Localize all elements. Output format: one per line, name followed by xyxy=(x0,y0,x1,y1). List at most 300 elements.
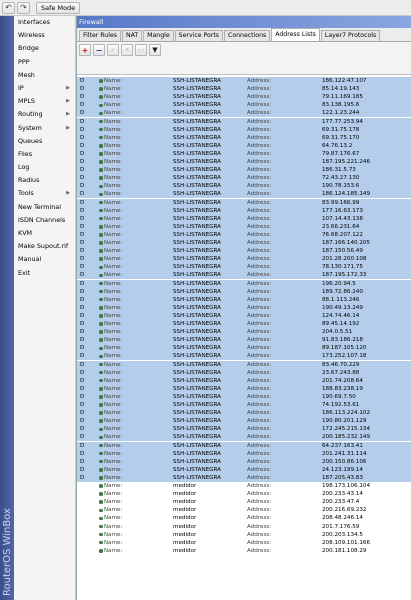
safe-mode-button[interactable]: Safe Mode xyxy=(36,2,80,14)
menu-item-label: Routing xyxy=(18,110,43,119)
address-value: 83.138.195.6 xyxy=(322,102,360,109)
menu-item-label: New Terminal xyxy=(18,202,61,211)
tab-service-ports[interactable]: Service Ports xyxy=(175,30,223,41)
address-label: Address: xyxy=(247,223,272,230)
list-row[interactable] xyxy=(77,239,411,247)
address-label: Address: xyxy=(247,280,272,287)
name-label: Name: xyxy=(104,466,123,473)
address-label: Address: xyxy=(247,418,272,425)
list-row[interactable] xyxy=(77,312,411,320)
list-row[interactable] xyxy=(77,101,411,109)
menu-item-wireless[interactable] xyxy=(14,29,75,42)
entry-icon xyxy=(99,104,103,108)
list-row[interactable] xyxy=(77,450,411,458)
address-value: 64.237.163.41 xyxy=(322,442,363,449)
name-label: Name: xyxy=(104,337,123,344)
list-row[interactable] xyxy=(77,539,411,547)
list-row[interactable] xyxy=(77,385,411,393)
list-row[interactable] xyxy=(77,85,411,93)
name-value: SSH-LISTANEGRA xyxy=(173,393,221,400)
menu-item-manual[interactable] xyxy=(14,253,75,266)
name-value: SSH-LISTANEGRA xyxy=(173,215,221,222)
entry-icon xyxy=(99,444,103,448)
entry-icon xyxy=(99,152,103,156)
name-value: SSH-LISTANEGRA xyxy=(173,280,221,287)
dynamic-flag: D xyxy=(80,215,85,222)
name-value: SSH-LISTANEGRA xyxy=(173,466,221,473)
name-label: Name: xyxy=(104,458,123,465)
menu-item-new-terminal[interactable] xyxy=(14,201,75,214)
address-value: 190.78.153.6 xyxy=(322,183,360,190)
menu-item-label: Tools xyxy=(18,189,34,198)
name-label: Name: xyxy=(104,142,123,149)
name-label: Name: xyxy=(104,150,123,157)
name-value: SSH-LISTANEGRA xyxy=(173,231,221,238)
name-label: Name: xyxy=(104,321,123,327)
menu-item-queues[interactable] xyxy=(14,135,75,148)
name-label: Name: xyxy=(104,78,123,84)
name-value: SSH-LISTANEGRA xyxy=(173,78,221,84)
entry-icon xyxy=(99,371,103,375)
name-label: Name: xyxy=(104,215,123,222)
address-value: 186.113.224.102 xyxy=(322,410,371,417)
list-row[interactable] xyxy=(77,506,411,514)
list-row[interactable] xyxy=(77,126,411,134)
name-value: SSH-LISTANEGRA xyxy=(173,385,221,392)
entry-icon xyxy=(99,460,103,464)
list-row[interactable] xyxy=(77,288,411,296)
entry-icon xyxy=(99,185,103,189)
dynamic-flag: D xyxy=(80,312,85,319)
name-value: SSH-LISTANEGRA xyxy=(173,337,221,344)
name-value: SSH-LISTANEGRA xyxy=(173,199,221,206)
name-label: Name: xyxy=(104,272,123,279)
address-label: Address: xyxy=(247,483,272,489)
list-row[interactable] xyxy=(77,142,411,150)
submenu-arrow-icon: ▶ xyxy=(66,98,70,105)
entry-icon xyxy=(99,160,103,164)
dynamic-flag: D xyxy=(80,86,85,93)
name-value: SSH-LISTANEGRA xyxy=(173,102,221,109)
entry-icon xyxy=(99,266,103,270)
list-row[interactable] xyxy=(77,401,411,409)
add-icon[interactable]: + xyxy=(79,44,91,56)
name-label: Name: xyxy=(104,264,123,271)
entry-icon xyxy=(99,128,103,132)
address-value: 200.216.69.232 xyxy=(322,507,367,514)
menu-item-mpls[interactable] xyxy=(14,95,75,108)
name-label: Name: xyxy=(104,280,123,287)
list-row[interactable] xyxy=(77,361,411,369)
address-label: Address: xyxy=(247,369,272,376)
name-label: Name: xyxy=(104,118,123,125)
address-value: 23.67.243.88 xyxy=(322,369,360,376)
name-value: SSH-LISTANEGRA xyxy=(173,142,221,149)
name-value: medidor xyxy=(173,523,197,530)
dynamic-flag: D xyxy=(80,474,85,481)
entry-icon xyxy=(99,87,103,91)
list-row[interactable] xyxy=(77,393,411,401)
dynamic-flag: D xyxy=(80,410,85,417)
address-label: Address: xyxy=(247,377,272,384)
name-label: Name: xyxy=(104,102,123,109)
name-value: medidor xyxy=(173,483,197,489)
address-value: 74.192.53.61 xyxy=(322,402,360,408)
entry-icon xyxy=(99,347,103,351)
name-value: SSH-LISTANEGRA xyxy=(173,353,221,360)
list-row[interactable] xyxy=(77,280,411,288)
list-row[interactable] xyxy=(77,474,411,482)
tab-filter-rules[interactable]: Filter Rules xyxy=(79,30,121,41)
name-value: SSH-LISTANEGRA xyxy=(173,361,221,368)
list-row[interactable] xyxy=(77,547,411,555)
address-label: Address: xyxy=(247,329,272,336)
menu-item-tools[interactable] xyxy=(14,187,75,200)
address-label: Address: xyxy=(247,191,272,198)
list-row[interactable] xyxy=(77,158,411,166)
address-label: Address: xyxy=(247,199,272,206)
dynamic-flag: D xyxy=(80,94,85,101)
tab-mangle[interactable]: Mangle xyxy=(143,30,174,41)
name-value: medidor xyxy=(173,547,197,554)
name-value: SSH-LISTANEGRA xyxy=(173,312,221,319)
menu-item-label: Exit xyxy=(18,268,31,277)
address-value: 200.233.47.4 xyxy=(322,499,360,506)
name-value: SSH-LISTANEGRA xyxy=(173,369,221,376)
dynamic-flag: D xyxy=(80,329,85,336)
entry-icon xyxy=(99,193,103,197)
name-label: Name: xyxy=(104,507,123,514)
name-label: Name: xyxy=(104,191,123,198)
list-row[interactable] xyxy=(77,482,411,490)
menu-item-label: ISDN Channels xyxy=(18,215,66,224)
address-label: Address: xyxy=(247,361,272,368)
list-row[interactable] xyxy=(77,514,411,522)
list-row[interactable] xyxy=(77,417,411,425)
name-value: SSH-LISTANEGRA xyxy=(173,345,221,352)
window-title: Firewall xyxy=(77,16,411,28)
entry-icon xyxy=(99,395,103,399)
list-row[interactable] xyxy=(77,263,411,271)
address-label: Address: xyxy=(247,499,272,506)
list-row[interactable] xyxy=(77,498,411,506)
list-row[interactable] xyxy=(77,150,411,158)
dynamic-flag: D xyxy=(80,231,85,238)
list-row[interactable] xyxy=(77,182,411,190)
dynamic-flag: D xyxy=(80,159,85,165)
address-value: 177.77.253.94 xyxy=(322,118,363,125)
dynamic-flag: D xyxy=(80,150,85,157)
dynamic-flag: D xyxy=(80,280,85,287)
entry-icon xyxy=(99,484,103,488)
dynamic-flag: D xyxy=(80,385,85,392)
menu-item-mesh[interactable] xyxy=(14,69,75,82)
menu-item-make-supout-rif[interactable] xyxy=(14,240,75,253)
entry-icon xyxy=(99,298,103,302)
list-row[interactable] xyxy=(77,352,411,360)
dynamic-flag: D xyxy=(80,450,85,457)
list-row[interactable] xyxy=(77,134,411,142)
address-value: 200.150.86.106 xyxy=(322,458,367,465)
address-value: 186.124.185.149 xyxy=(322,191,371,198)
list-row[interactable] xyxy=(77,77,411,85)
entry-icon xyxy=(99,225,103,229)
list-row[interactable] xyxy=(77,174,411,182)
name-value: SSH-LISTANEGRA xyxy=(173,167,221,174)
dynamic-flag: D xyxy=(80,142,85,149)
dynamic-flag: D xyxy=(80,402,85,408)
menu-item-exit[interactable] xyxy=(14,267,75,280)
name-value: SSH-LISTANEGRA xyxy=(173,86,221,93)
list-row[interactable] xyxy=(77,523,411,531)
list-row[interactable] xyxy=(77,190,411,198)
action-toolbar xyxy=(77,42,411,58)
list-row[interactable] xyxy=(77,433,411,441)
name-label: Name: xyxy=(104,377,123,384)
address-label: Address: xyxy=(247,215,272,222)
name-value: SSH-LISTANEGRA xyxy=(173,458,221,465)
address-label: Address: xyxy=(247,207,272,214)
name-value: SSH-LISTANEGRA xyxy=(173,264,221,271)
address-label: Address: xyxy=(247,296,272,303)
list-row[interactable] xyxy=(77,255,411,263)
undo-icon[interactable]: ↶ xyxy=(2,2,15,14)
list-row[interactable] xyxy=(77,166,411,174)
name-value: SSH-LISTANEGRA xyxy=(173,474,221,481)
name-label: Name: xyxy=(104,223,123,230)
dynamic-flag: D xyxy=(80,369,85,376)
entry-icon xyxy=(99,436,103,440)
tab-nat[interactable]: NAT xyxy=(122,30,142,41)
list-row[interactable] xyxy=(77,531,411,539)
entry-icon xyxy=(99,468,103,472)
name-value: SSH-LISTANEGRA xyxy=(173,126,221,133)
list-row[interactable] xyxy=(77,490,411,498)
address-label: Address: xyxy=(247,264,272,271)
entry-icon xyxy=(99,379,103,383)
name-label: Name: xyxy=(104,385,123,392)
name-value: SSH-LISTANEGRA xyxy=(173,159,221,165)
filter-icon[interactable]: ▼ xyxy=(149,44,161,56)
list-row[interactable] xyxy=(77,118,411,126)
entry-icon xyxy=(99,492,103,496)
dynamic-flag: D xyxy=(80,337,85,344)
tab-address-lists[interactable]: Address Lists xyxy=(271,28,320,41)
address-value: 187.205.43.83 xyxy=(322,474,363,481)
name-value: SSH-LISTANEGRA xyxy=(173,240,221,246)
address-label: Address: xyxy=(247,507,272,514)
menu-item-ip[interactable] xyxy=(14,82,75,95)
address-value: 208.48.246.14 xyxy=(322,515,363,522)
remove-icon[interactable]: − xyxy=(93,44,105,56)
menu-item-label: Wireless xyxy=(18,31,45,40)
disable-icon[interactable]: ✕ xyxy=(121,44,133,56)
menu-item-label: Files xyxy=(18,149,33,158)
name-value: medidor xyxy=(173,491,197,498)
enable-icon[interactable]: ✓ xyxy=(107,44,119,56)
name-label: Name: xyxy=(104,86,123,93)
dynamic-flag: D xyxy=(80,418,85,425)
address-label: Address: xyxy=(247,402,272,408)
list-row[interactable] xyxy=(77,207,411,215)
address-label: Address: xyxy=(247,102,272,109)
dynamic-flag: D xyxy=(80,248,85,255)
dynamic-flag: D xyxy=(80,393,85,400)
address-value: 187.150.56.49 xyxy=(322,248,363,255)
list-row[interactable] xyxy=(77,231,411,239)
name-label: Name: xyxy=(104,94,123,101)
entry-icon xyxy=(99,209,103,213)
list-row[interactable] xyxy=(77,296,411,304)
menu-item-radius[interactable] xyxy=(14,174,75,187)
menu-item-files[interactable] xyxy=(14,148,75,161)
name-value: medidor xyxy=(173,499,197,506)
entry-icon xyxy=(99,176,103,180)
address-label: Address: xyxy=(247,466,272,473)
address-value: 201.7.176.59 xyxy=(322,523,360,530)
entry-icon xyxy=(99,452,103,456)
menu-item-ppp[interactable] xyxy=(14,56,75,69)
list-row[interactable] xyxy=(77,328,411,336)
address-label: Address: xyxy=(247,94,272,101)
name-value: SSH-LISTANEGRA xyxy=(173,377,221,384)
name-label: Name: xyxy=(104,183,123,190)
dynamic-flag: D xyxy=(80,264,85,271)
list-row[interactable] xyxy=(77,409,411,417)
name-value: SSH-LISTANEGRA xyxy=(173,256,221,263)
name-label: Name: xyxy=(104,418,123,425)
name-value: medidor xyxy=(173,539,197,546)
address-label: Address: xyxy=(247,272,272,279)
menu-item-log[interactable] xyxy=(14,161,75,174)
address-value: 23.66.231.64 xyxy=(322,223,360,230)
tab-layer7-protocols[interactable]: Layer7 Protocols xyxy=(321,30,380,41)
entry-icon xyxy=(99,541,103,545)
list-row[interactable] xyxy=(77,109,411,117)
name-label: Name: xyxy=(104,515,123,522)
list-row[interactable] xyxy=(77,247,411,255)
address-value: 190.69.7.50 xyxy=(322,393,356,400)
name-value: SSH-LISTANEGRA xyxy=(173,191,221,198)
dynamic-flag: D xyxy=(80,377,85,384)
list-row[interactable] xyxy=(77,304,411,312)
entry-icon xyxy=(99,233,103,237)
address-label: Address: xyxy=(247,288,272,295)
name-value: SSH-LISTANEGRA xyxy=(173,207,221,214)
address-label: Address: xyxy=(247,547,272,554)
list-row[interactable] xyxy=(77,271,411,279)
name-value: SSH-LISTANEGRA xyxy=(173,288,221,295)
entry-icon xyxy=(99,338,103,342)
entry-icon xyxy=(99,525,103,529)
menu-item-routing[interactable] xyxy=(14,108,75,121)
entry-icon xyxy=(99,79,103,83)
name-label: Name: xyxy=(104,167,123,174)
redo-icon[interactable]: ↷ xyxy=(17,2,30,14)
menu-item-isdn-channels[interactable] xyxy=(14,214,75,227)
tab-connections[interactable]: Connections xyxy=(224,30,270,41)
name-value: SSH-LISTANEGRA xyxy=(173,418,221,425)
list-row[interactable] xyxy=(77,425,411,433)
name-label: Name: xyxy=(104,126,123,133)
address-value: 186.122.47.107 xyxy=(322,78,367,84)
main-menu xyxy=(14,16,76,600)
list-row[interactable] xyxy=(77,458,411,466)
address-value: 200.181.108.29 xyxy=(322,547,367,554)
list-row[interactable] xyxy=(77,344,411,352)
address-label: Address: xyxy=(247,134,272,141)
address-label: Address: xyxy=(247,167,272,174)
address-value: 190.49.13.249 xyxy=(322,304,363,311)
dynamic-flag: D xyxy=(80,304,85,311)
entry-icon xyxy=(99,428,103,432)
list-row[interactable] xyxy=(77,215,411,223)
address-value: 24.123.199.14 xyxy=(322,466,363,473)
list-row[interactable] xyxy=(77,320,411,328)
address-value: 200.203.134.5 xyxy=(322,531,363,538)
address-label: Address: xyxy=(247,86,272,93)
name-value: SSH-LISTANEGRA xyxy=(173,426,221,433)
list-row[interactable] xyxy=(77,93,411,101)
dynamic-flag: D xyxy=(80,102,85,109)
menu-item-system[interactable] xyxy=(14,122,75,135)
name-value: SSH-LISTANEGRA xyxy=(173,434,221,441)
dynamic-flag: D xyxy=(80,199,85,206)
list-row[interactable] xyxy=(77,377,411,385)
menu-item-label: MPLS xyxy=(18,97,35,106)
menu-item-kvm[interactable] xyxy=(14,227,75,240)
name-value: medidor xyxy=(173,507,197,514)
name-label: Name: xyxy=(104,199,123,206)
comment-icon[interactable]: ▭ xyxy=(135,44,147,56)
name-label: Name: xyxy=(104,256,123,263)
address-label: Address: xyxy=(247,159,272,165)
menu-item-interfaces[interactable] xyxy=(14,16,75,29)
list-row[interactable] xyxy=(77,199,411,207)
name-label: Name: xyxy=(104,240,123,246)
address-value: 76.68.207.122 xyxy=(322,231,363,238)
dynamic-flag: D xyxy=(80,272,85,279)
list-row[interactable] xyxy=(77,466,411,474)
address-value: 189.72.86.240 xyxy=(322,288,363,295)
list-row[interactable] xyxy=(77,369,411,377)
menu-item-label: Queues xyxy=(18,136,43,145)
address-label: Address: xyxy=(247,442,272,449)
name-value: SSH-LISTANEGRA xyxy=(173,304,221,311)
address-value: 177.16.63.173 xyxy=(322,207,363,214)
list-row[interactable] xyxy=(77,336,411,344)
menu-item-bridge[interactable] xyxy=(14,42,75,55)
name-value: SSH-LISTANEGRA xyxy=(173,110,221,117)
address-value: 198.173.106.104 xyxy=(322,483,371,489)
list-row[interactable] xyxy=(77,442,411,450)
entry-icon xyxy=(99,282,103,286)
address-label: Address: xyxy=(247,458,272,465)
entry-icon xyxy=(99,201,103,205)
address-label: Address: xyxy=(247,450,272,457)
address-value: 69.31.75.170 xyxy=(322,134,360,141)
address-value: 107.14.43.138 xyxy=(322,215,363,222)
address-label: Address: xyxy=(247,385,272,392)
list-row[interactable] xyxy=(77,223,411,231)
address-value: 88.1.113.246 xyxy=(322,296,360,303)
name-label: Name: xyxy=(104,434,123,441)
dynamic-flag: D xyxy=(80,223,85,230)
address-label: Address: xyxy=(247,312,272,319)
name-value: SSH-LISTANEGRA xyxy=(173,134,221,141)
entry-icon xyxy=(99,136,103,140)
name-label: Name: xyxy=(104,175,123,182)
